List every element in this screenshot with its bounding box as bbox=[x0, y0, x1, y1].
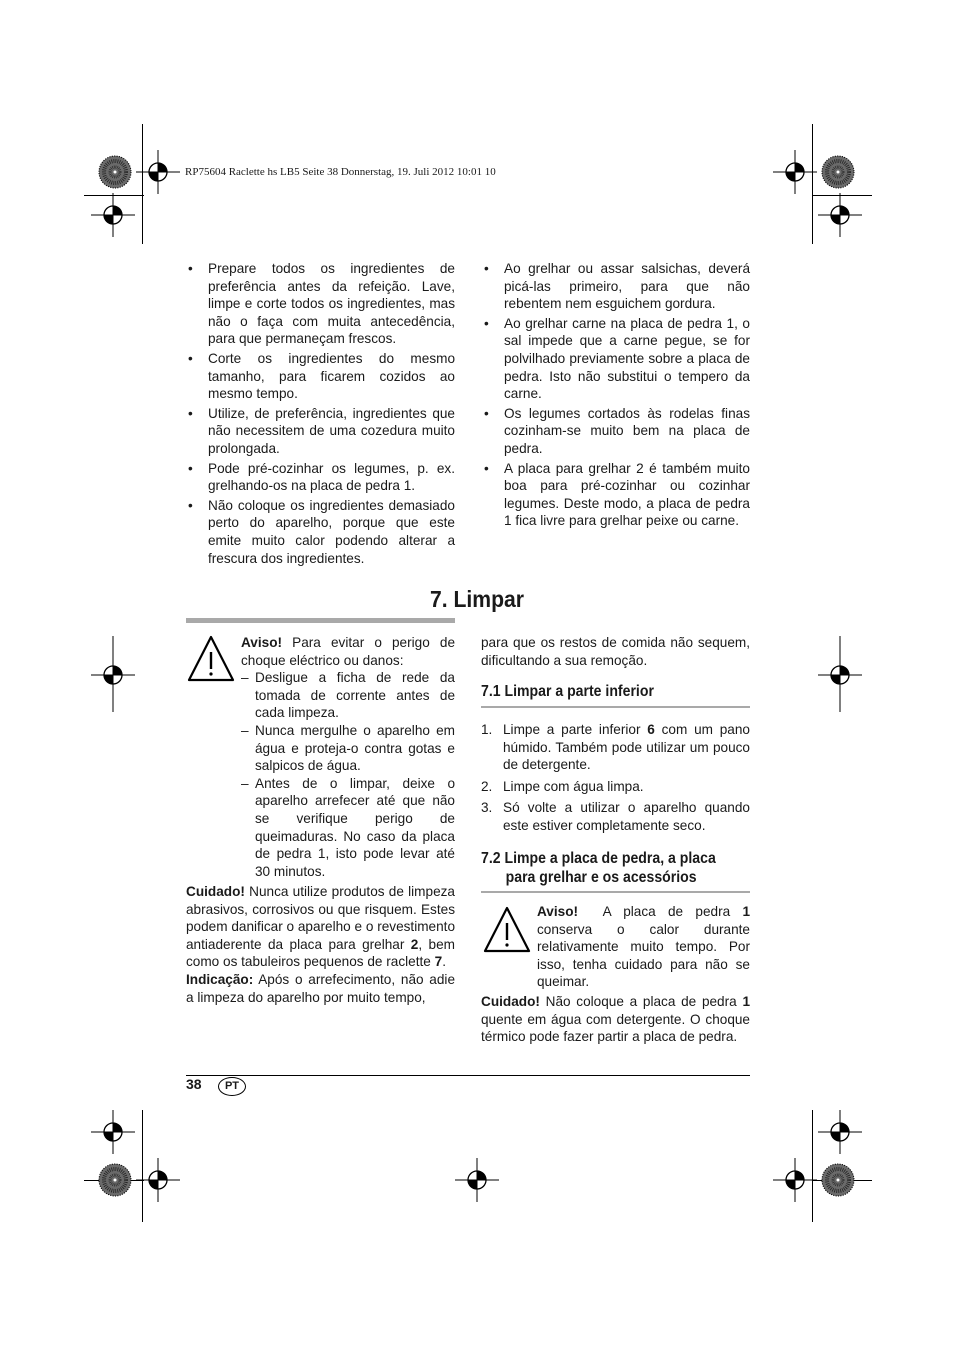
list-item: • Pode pré-cozinhar os legumes, p. ex. grelhando-os na placa de pedra 1. bbox=[186, 460, 455, 495]
crosshair-mark-icon bbox=[136, 150, 180, 194]
crosshair-mark-icon bbox=[455, 1158, 499, 1202]
list-item: – Nunca mergulhe o aparelho em água e proteja-o contra gotas e salpicos de água. bbox=[241, 722, 455, 775]
divider bbox=[186, 618, 455, 623]
warning-block-1: Aviso! Para evitar o perigo de choque eléctrico ou danos: – Desligue a ficha de rede da tomada de corrente antes de cada limpeza. – Nunca mergulhe o aparelho em água e proteja-o contra gotas e salpicos de água. – Antes de o limpar, deixe o aparelho arrefecer até que não se verifique perigo de queimaduras. No caso da placa de pedra 1, isto pode levar até 30 minutos. bbox=[241, 634, 455, 880]
list-item: – Desligue a ficha de rede da tomada de corrente antes de cada limpeza. bbox=[241, 669, 455, 722]
list-item: • Não coloque os ingredientes demasiado perto do aparelho, porque que este emite muito calor podendo alterar a frescura dos ingredientes. bbox=[186, 497, 455, 567]
caution-block-1: Cuidado! Nunca utilize produtos de limpeza abrasivos, corrosivos ou que risquem. Estes podem danificar o aparelho e o revestimento antiaderente da placa para grelhar 2, bem como os tabuleiros pequenos de raclette 7. Indicação: Após o arrefecimento, não adie a limpeza do aparelho por muito tempo, bbox=[186, 884, 456, 1005]
caution-label: Cuidado! bbox=[186, 884, 245, 899]
list-item: • Os legumes cortados às rodelas finas cozinham-se muito bem na placa de pedra. bbox=[482, 405, 750, 458]
rosette-mark-icon bbox=[822, 156, 854, 188]
list-item: 2. Limpe com água limpa. bbox=[481, 778, 644, 794]
section-title: 7. Limpar bbox=[429, 586, 525, 612]
warning-label: Aviso! bbox=[537, 904, 579, 919]
crosshair-mark-icon bbox=[136, 1158, 180, 1202]
crosshair-mark-icon bbox=[818, 1110, 862, 1154]
print-slug: RP75604 Raclette hs LB5 Seite 38 Donnerstag, 19. Juli 2012 10:01 10 bbox=[185, 166, 496, 178]
steps-list bbox=[481, 721, 750, 839]
language-badge: PT bbox=[218, 1077, 246, 1096]
list-item: • A placa para grelhar 2 é também muito boa para pré-cozinhar ou cozinhar legumes. Deste modo, a placa de pedra 1 fica livre para grelhar peixe ou carne. bbox=[482, 460, 750, 530]
note-continued: para que os restos de comida não sequem, dificultando a sua remoção. bbox=[481, 635, 750, 668]
crosshair-mark-icon bbox=[91, 193, 135, 237]
list-item: • Prepare todos os ingredientes de preferência antes da refeição. Lave, limpe e corte todos os ingredientes, mas não o faça com muita antecedência, para que permaneçam frescos. bbox=[186, 260, 455, 348]
crosshair-mark-icon bbox=[818, 193, 862, 237]
note-label: Indicação: bbox=[186, 971, 254, 987]
left-column-tips bbox=[186, 260, 455, 569]
warning-triangle-icon bbox=[482, 905, 532, 955]
warning-label: Aviso! bbox=[241, 635, 283, 650]
list-item: – Antes de o limpar, deixe o aparelho arrefecer até que não se verifique perigo de queimaduras. No caso da placa de pedra 1, isto pode levar até 30 minutos. bbox=[241, 775, 455, 881]
subsection-title-7-1: 7.1 Limpar a parte inferior bbox=[481, 683, 654, 700]
divider bbox=[481, 891, 750, 893]
rosette-mark-icon bbox=[822, 1164, 854, 1196]
caution-label: Cuidado! bbox=[481, 994, 540, 1009]
list-item: • Ao grelhar ou assar salsichas, deverá picá-las primeiro, para que não rebentem nem esguichem gordura. bbox=[482, 260, 750, 313]
caution-block-2: Cuidado! Não coloque a placa de pedra 1 quente em água com detergente. O choque térmico pode fazer partir a placa de pedra. bbox=[481, 994, 750, 1045]
warning-triangle-icon bbox=[186, 634, 236, 684]
rosette-mark-icon bbox=[99, 156, 131, 188]
crosshair-mark-icon bbox=[773, 150, 817, 194]
list-item: 3. Só volte a utilizar o aparelho quando este estiver completamente seco. bbox=[481, 800, 750, 833]
right-column-tips bbox=[482, 260, 750, 532]
list-item: 1. Limpe a parte inferior 6 com um pano húmido. Também pode utilizar um pouco de detergente. bbox=[481, 722, 750, 773]
divider bbox=[481, 706, 750, 708]
list-item: • Utilize, de preferência, ingredientes que não necessitem de uma cozedura muito prolongada. bbox=[186, 405, 455, 458]
page-number: 38 bbox=[186, 1076, 202, 1092]
crosshair-mark-icon bbox=[773, 1158, 817, 1202]
crosshair-mark-icon bbox=[91, 1110, 135, 1154]
rosette-mark-icon bbox=[99, 1164, 131, 1196]
list-item: • Corte os ingredientes do mesmo tamanho, para ficarem cozidos ao mesmo tempo. bbox=[186, 350, 455, 403]
note-block: Indicação: Após o arrefecimento, não adie a limpeza do aparelho por muito tempo, bbox=[186, 971, 456, 1005]
footer-rule bbox=[186, 1075, 750, 1076]
warning-block-2: Aviso! A placa de pedra 1 conserva o calor durante relativamente muito tempo. Por isso, tenha cuidado para não se queimar. bbox=[537, 904, 750, 990]
subsection-title-7-2: 7.2 Limpe a placa de pedra, a placa para grelhar e os acessórios bbox=[481, 850, 716, 886]
list-item: • Ao grelhar carne na placa de pedra 1, o sal impede que a carne pegue, se for polvilhado previamente sobre a placa de pedra. Isto não substitui o tempero da carne. bbox=[482, 315, 750, 403]
